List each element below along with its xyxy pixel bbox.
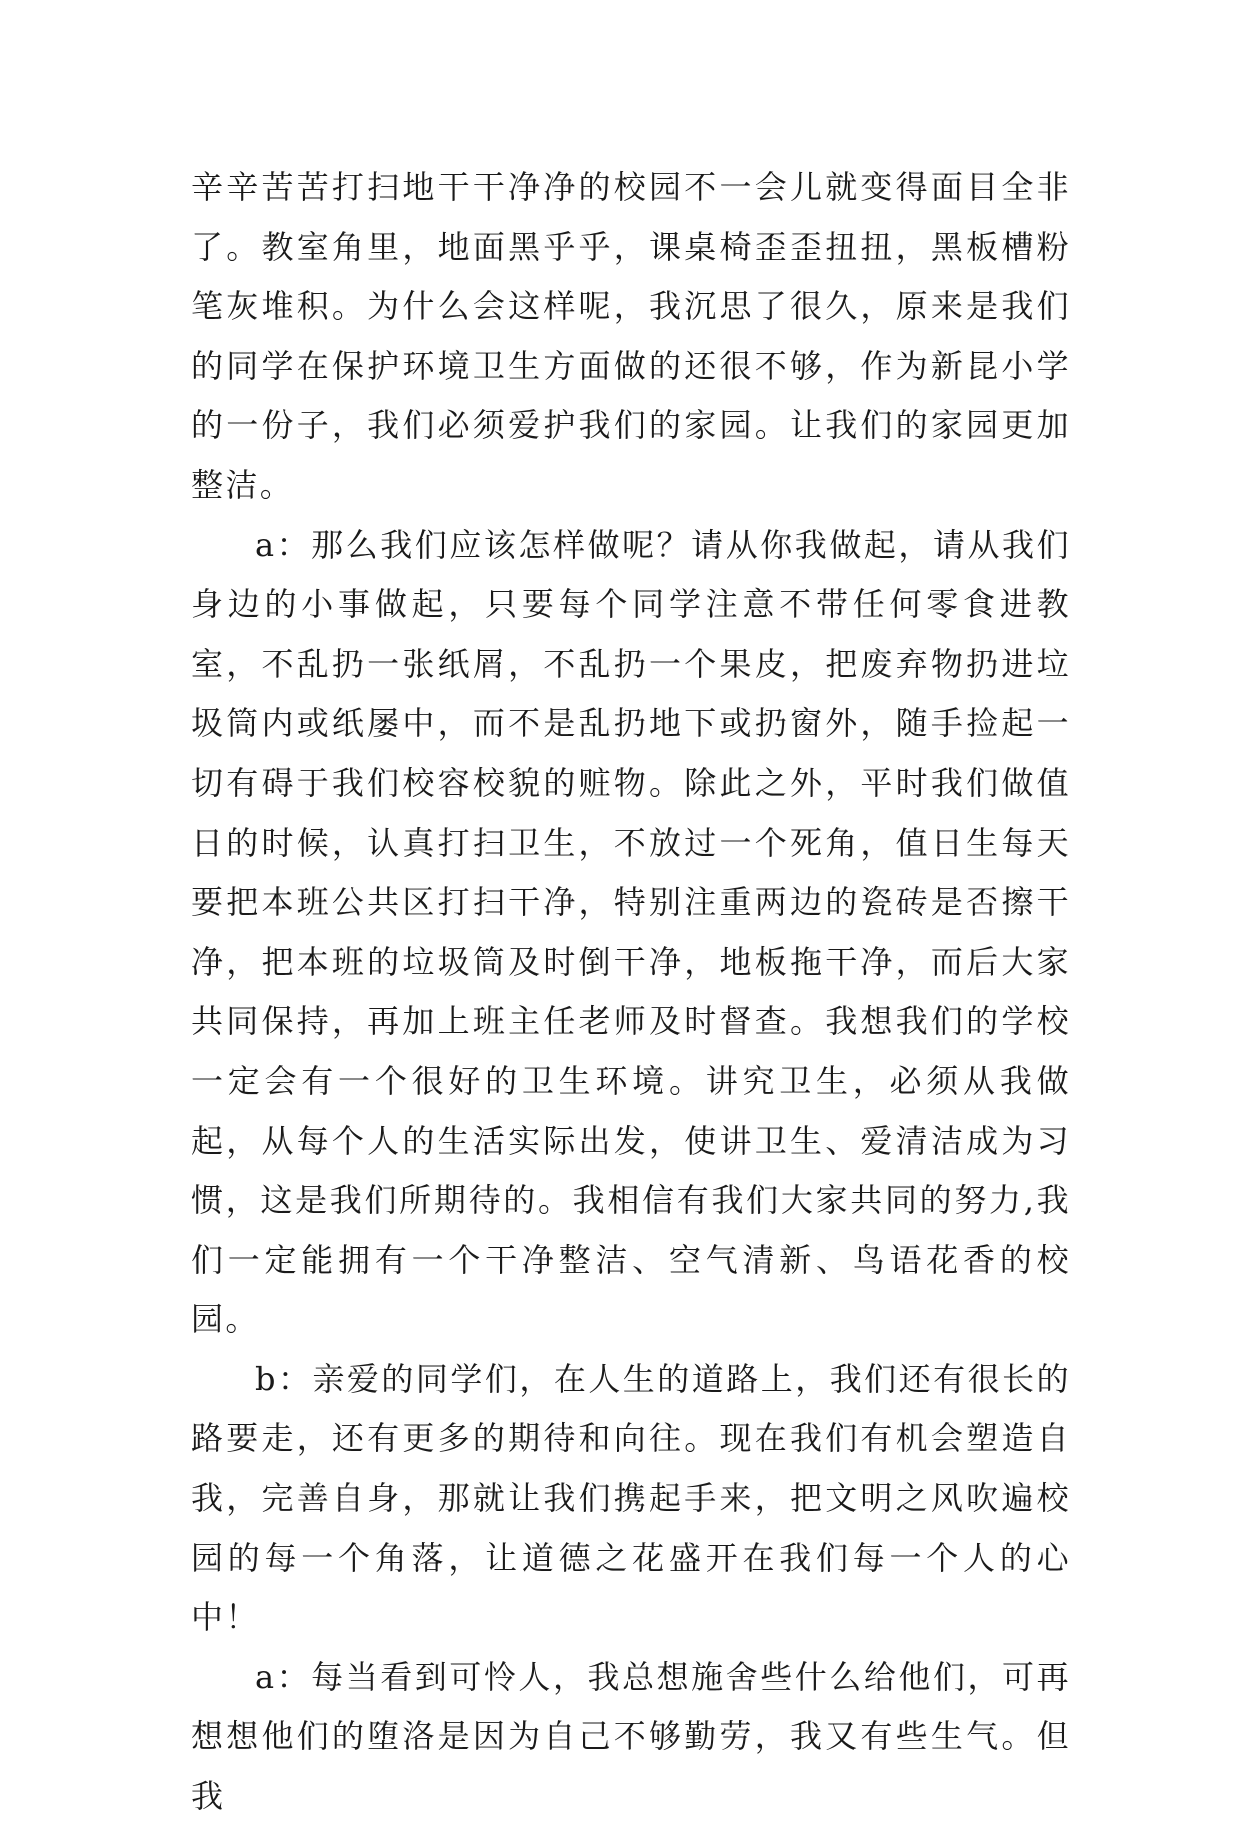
paragraph: 辛辛苦苦打扫地干干净净的校园不一会儿就变得面目全非了。教室角里，地面黑乎乎，课桌椅歪歪扭扭，黑板槽粉笔灰堆积。为什么会这样呢，我沉思了很久，原来是我们的同学在保护环境卫生方面做的还很不够，作为新昆小学的一份子，我们必须爱护我们的家园。让我们的家园更加整洁。 (191, 168, 1071, 504)
paragraph: b：亲爱的同学们，在人生的道路上，我们还有很长的路要走，还有更多的期待和向往。现在我们有机会塑造自我，完善自身，那就让我们携起手来，把文明之风吹遍校园的每一个角落，让道德之花盛开在我们每一个人的心中！ (191, 1359, 1071, 1637)
paragraph: a：每当看到可怜人，我总想施舍些什么给他们，可再想想他们的堕洛是因为自己不够勤劳，我又有些生气。但我 (191, 1657, 1071, 1816)
document-body (191, 158, 1071, 1827)
paragraph: a：那么我们应该怎样做呢？请从你我做起，请从我们身边的小事做起，只要每个同学注意不带任何零食进教室，不乱扔一张纸屑，不乱扔一个果皮，把废弃物扔进垃圾筒内或纸屡中，而不是乱扔地下或扔窗外，随手捡起一切有碍于我们校容校貌的赃物。除此之外，平时我们做值日的时候，认真打扫卫生，不放过一个死角，值日生每天要把本班公共区打扫干净，特别注重两边的瓷砖是否擦干净，把本班的垃圾筒及时倒干净，地板拖干净，而后大家共同保持，再加上班主任老师及时督查。我想我们的学校一定会有一个很好的卫生环境。讲究卫生，必须从我做起，从每个人的生活实际出发，使讲卫生、爱清洁成为习惯，这是我们所期待的。我相信有我们大家共同的努力,我们一定能拥有一个干净整洁、空气清新、鸟语花香的校园。 (191, 525, 1071, 1339)
